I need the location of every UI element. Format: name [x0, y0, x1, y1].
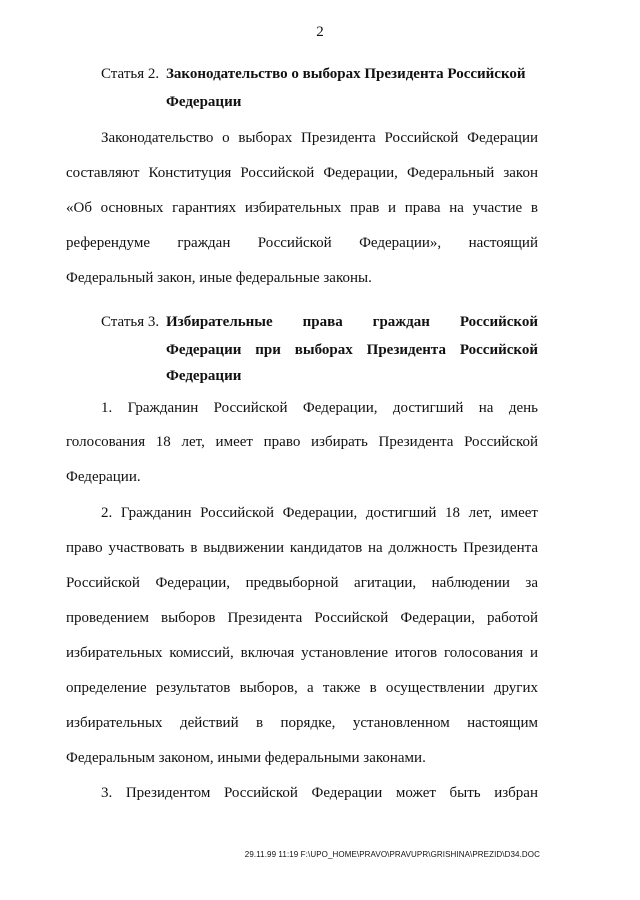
- article-3-p2-line-3: Российской Федерации, предвыборной агитации, наблюдении за: [66, 575, 538, 591]
- article-3-p1-line-3: Федерации.: [66, 469, 141, 485]
- article-2-body-line-2: составляют Конституция Российской Федерации, Федеральный закон: [66, 165, 538, 181]
- article-2-body-line-1: Законодательство о выборах Президента Российской Федерации: [101, 130, 538, 146]
- article-3-title-line-3: Федерации: [166, 368, 242, 384]
- article-2-heading: [101, 64, 538, 84]
- article-2-body-line-4: референдуме граждан Российской Федерации», настоящий: [66, 235, 538, 251]
- article-3-label: Статья 3.: [101, 314, 160, 330]
- article-3-p2-line-6: определение результатов выборов, а также в осуществлении других: [66, 680, 538, 696]
- article-3-p2-line-7: избирательных действий в порядке, установленном настоящим: [66, 715, 538, 731]
- page-number: 2: [316, 24, 324, 40]
- article-3-p2-line-5: избирательных комиссий, включая установление итогов голосования и: [66, 645, 538, 661]
- article-2-title-line-1: Законодательство о выборах Президента Российской: [166, 66, 526, 82]
- article-3-p3-line-1: 3. Президентом Российской Федерации может быть избран: [101, 785, 538, 801]
- article-2-label: Статья 2.: [101, 66, 160, 82]
- article-3-p1-line-2: голосования 18 лет, имеет право избирать Президента Российской: [66, 434, 538, 450]
- article-3-p1-line-1: 1. Гражданин Российской Федерации, достигший на день: [101, 400, 538, 416]
- article-2-body-line-5: Федеральный закон, иные федеральные законы.: [66, 270, 372, 286]
- article-3-p2-line-8: Федеральным законом, иными федеральными законами.: [66, 750, 426, 766]
- article-3-p2-line-2: право участвовать в выдвижении кандидатов на должность Президента: [66, 540, 538, 556]
- article-3-p2-line-4: проведением выборов Президента Российской Федерации, работой: [66, 610, 538, 626]
- article-2-title-line-2: Федерации: [166, 94, 242, 110]
- article-3-title-line-1: Избирательные права граждан Российской: [166, 314, 538, 330]
- article-3-p2-line-1: 2. Гражданин Российской Федерации, достигший 18 лет, имеет: [101, 505, 538, 521]
- article-2-body-line-3: «Об основных гарантиях избирательных прав и права на участие в: [66, 200, 538, 216]
- file-path-footer: 29.11.99 11:19 F:\UPO_HOME\PRAVO\PRAVUPR\GRISHINA\PREZID\D34.DOC: [244, 850, 540, 859]
- article-3-title-line-2: Федерации при выборах Президента Российской: [166, 342, 538, 358]
